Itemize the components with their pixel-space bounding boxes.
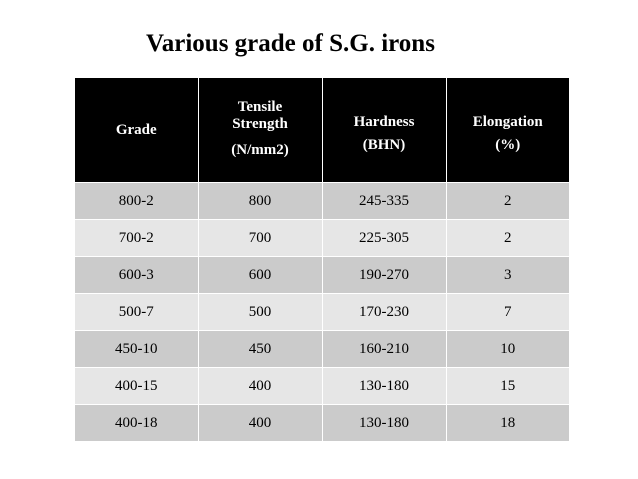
cell-tensile-strength: 600: [198, 257, 322, 294]
cell-hardness: 225-305: [322, 220, 446, 257]
cell-tensile-strength: 400: [198, 368, 322, 405]
table-row: [75, 220, 569, 257]
cell-tensile-strength: 700: [198, 220, 322, 257]
cell-elongation: 2: [446, 220, 569, 257]
header-hardness-unit: (BHN): [362, 137, 406, 153]
cell-grade: 450-10: [75, 331, 198, 368]
cell-elongation: 3: [446, 257, 569, 294]
cell-tensile-strength: 800: [198, 183, 322, 220]
cell-grade: 400-18: [75, 405, 198, 442]
table-row: [75, 368, 569, 405]
cell-elongation: 2: [446, 183, 569, 220]
table-body: [75, 183, 569, 442]
header-tensile-unit: (N/mm2): [231, 142, 289, 158]
table-header: [75, 78, 569, 183]
cell-hardness: 170-230: [322, 294, 446, 331]
header-tensile-strength: [198, 78, 322, 183]
table-row: [75, 257, 569, 294]
header-tensile-line-2: Strength: [232, 115, 288, 132]
header-row: [75, 78, 569, 183]
cell-elongation: 10: [446, 331, 569, 368]
table-row: [75, 183, 569, 220]
cell-grade: 800-2: [75, 183, 198, 220]
header-hardness: [322, 78, 446, 183]
cell-elongation: 18: [446, 405, 569, 442]
cell-elongation: 7: [446, 294, 569, 331]
header-hardness-label: Hardness: [353, 114, 415, 131]
sg-iron-grades-table: [75, 78, 569, 441]
header-tensile-line-1: Tensile: [237, 98, 283, 115]
cell-hardness: 130-180: [322, 368, 446, 405]
cell-tensile-strength: 500: [198, 294, 322, 331]
table-row: [75, 331, 569, 368]
cell-hardness: 190-270: [322, 257, 446, 294]
cell-tensile-strength: 450: [198, 331, 322, 368]
slide-title: Various grade of S.G. irons: [146, 30, 435, 57]
header-grade: [75, 78, 198, 183]
cell-grade: 500-7: [75, 294, 198, 331]
table-row: [75, 294, 569, 331]
cell-grade: 600-3: [75, 257, 198, 294]
cell-grade: 400-15: [75, 368, 198, 405]
header-elongation-label: Elongation: [472, 114, 543, 131]
cell-grade: 700-2: [75, 220, 198, 257]
cell-elongation: 15: [446, 368, 569, 405]
header-grade-label: Grade: [115, 121, 157, 138]
cell-hardness: 160-210: [322, 331, 446, 368]
table-row: [75, 405, 569, 442]
header-elongation: [446, 78, 569, 183]
cell-tensile-strength: 400: [198, 405, 322, 442]
header-elongation-unit: (%): [495, 137, 521, 153]
cell-hardness: 130-180: [322, 405, 446, 442]
cell-hardness: 245-335: [322, 183, 446, 220]
